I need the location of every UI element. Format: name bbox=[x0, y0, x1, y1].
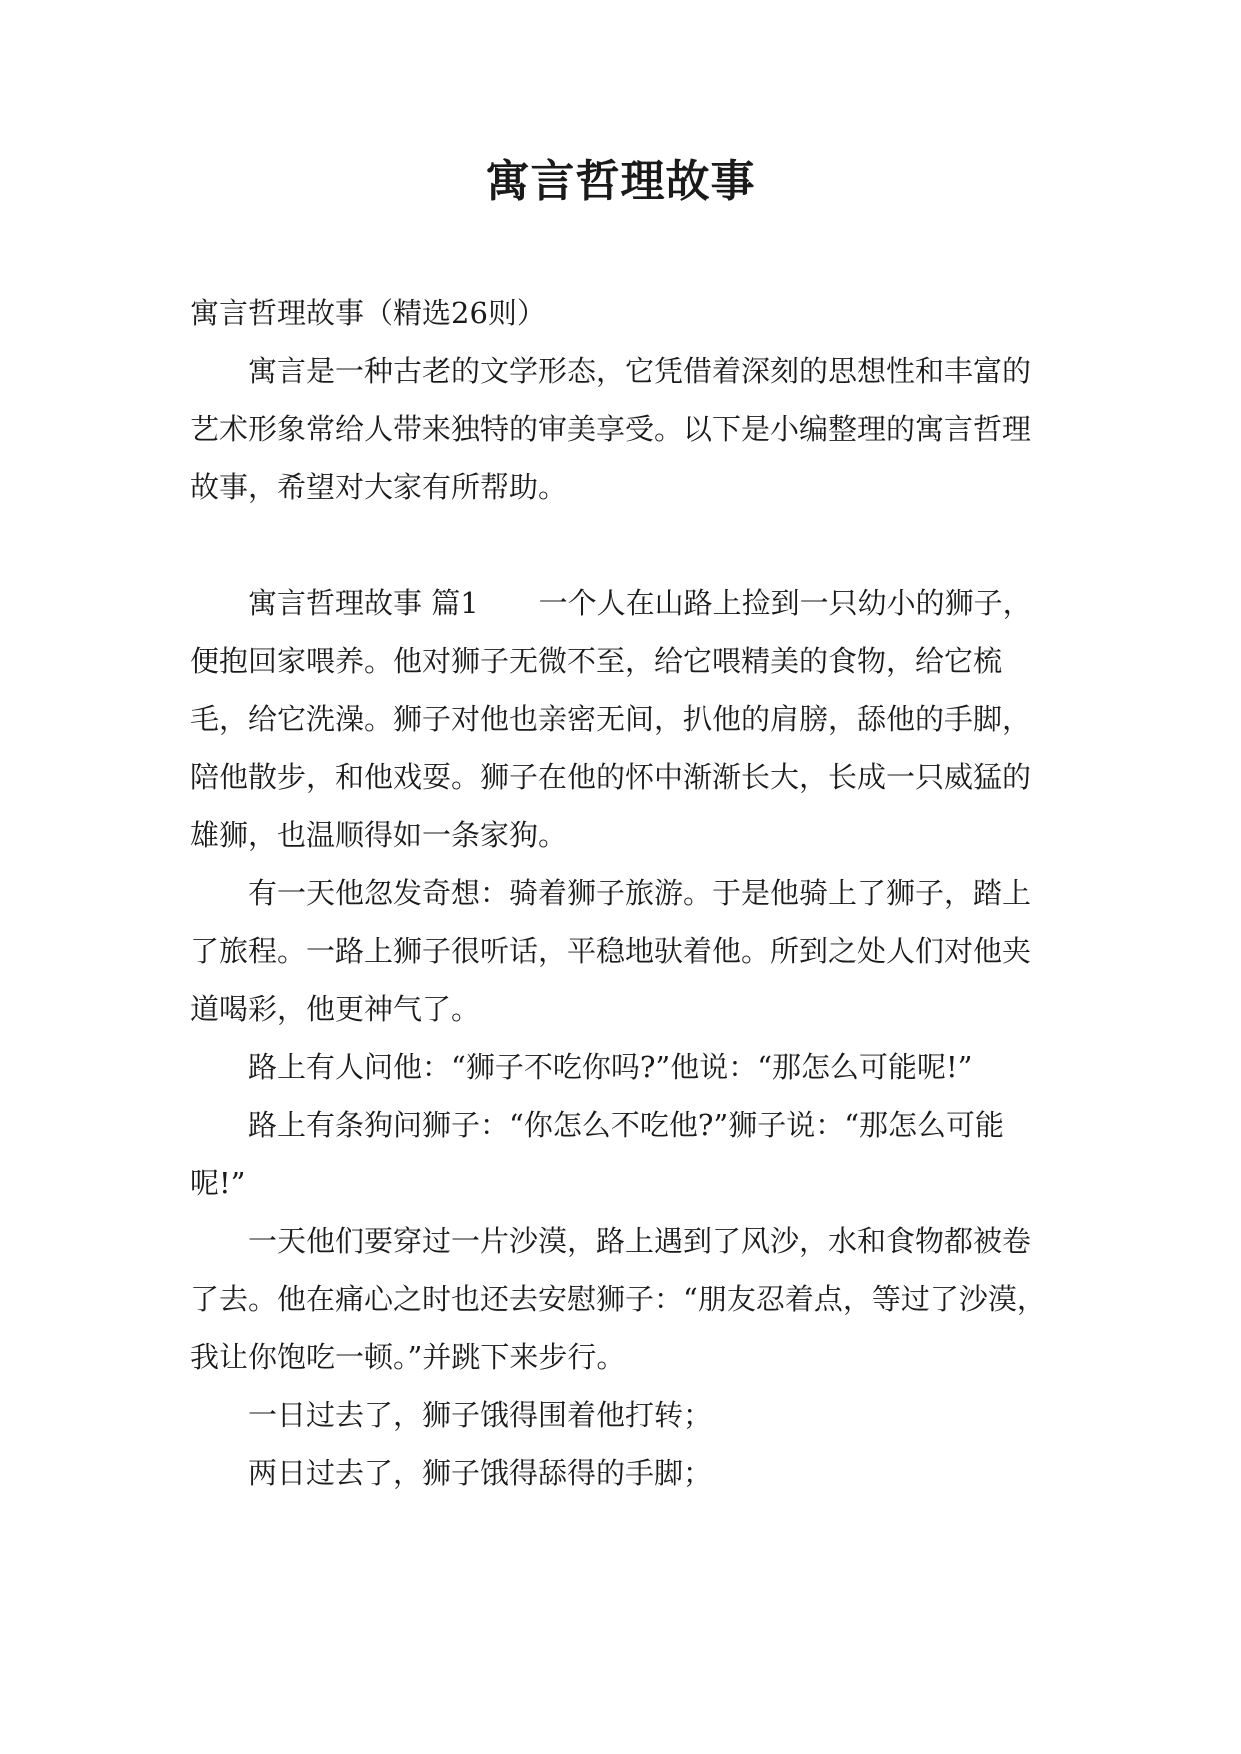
document-subtitle: 寓言哲理故事（精选26则） bbox=[190, 296, 546, 330]
body-paragraph: 路上有人问他：“狮子不吃你吗?”他说：“那怎么可能呢!” bbox=[248, 1050, 973, 1084]
blank-line bbox=[190, 516, 1050, 574]
section-paragraph-1 bbox=[190, 574, 1050, 864]
body-paragraph: 一天他们要穿过一片沙漠，路上遇到了风沙，水和食物都被卷了去。他在痛心之时也还去安慰狮子：“朋友忍着点，等过了沙漠，我让你饱吃一顿。”并跳下来步行。 bbox=[190, 1224, 1046, 1374]
body-paragraph: 有一天他忽发奇想：骑着狮子旅游。于是他骑上了狮子，踏上了旅程。一路上狮子很听话，平稳地驮着他。所到之处人们对他夹道喝彩，他更神气了。 bbox=[190, 876, 1032, 1026]
paragraph-text: 一个人在山路上捡到一只幼小的狮子，便抱回家喂养。他对狮子无微不至，给它喂精美的食物，给它梳毛，给它洗澡。狮子对他也亲密无间，扒他的肩膀，舔他的手脚，陪他散步，和他戏耍。狮子在他的怀中渐渐长大，长成一只威猛的雄狮，也温顺得如一条家狗。 bbox=[190, 586, 1032, 852]
intro-paragraph: 寓言是一种古老的文学形态，它凭借着深刻的思想性和丰富的艺术形象常给人带来独特的审美享受。以下是小编整理的寓言哲理故事，希望对大家有所帮助。 bbox=[190, 354, 1032, 504]
document-body bbox=[190, 284, 1050, 1502]
document-title: 寓言哲理故事 bbox=[485, 156, 756, 207]
section-heading: 寓言哲理故事 篇1 bbox=[248, 586, 479, 620]
body-paragraph: 路上有条狗问狮子：“你怎么不吃他?”狮子说：“那怎么可能呢!” bbox=[190, 1108, 1005, 1200]
body-paragraph: 一日过去了，狮子饿得围着他打转； bbox=[248, 1398, 713, 1432]
body-paragraph: 两日过去了，狮子饿得舔得的手脚； bbox=[248, 1456, 713, 1490]
